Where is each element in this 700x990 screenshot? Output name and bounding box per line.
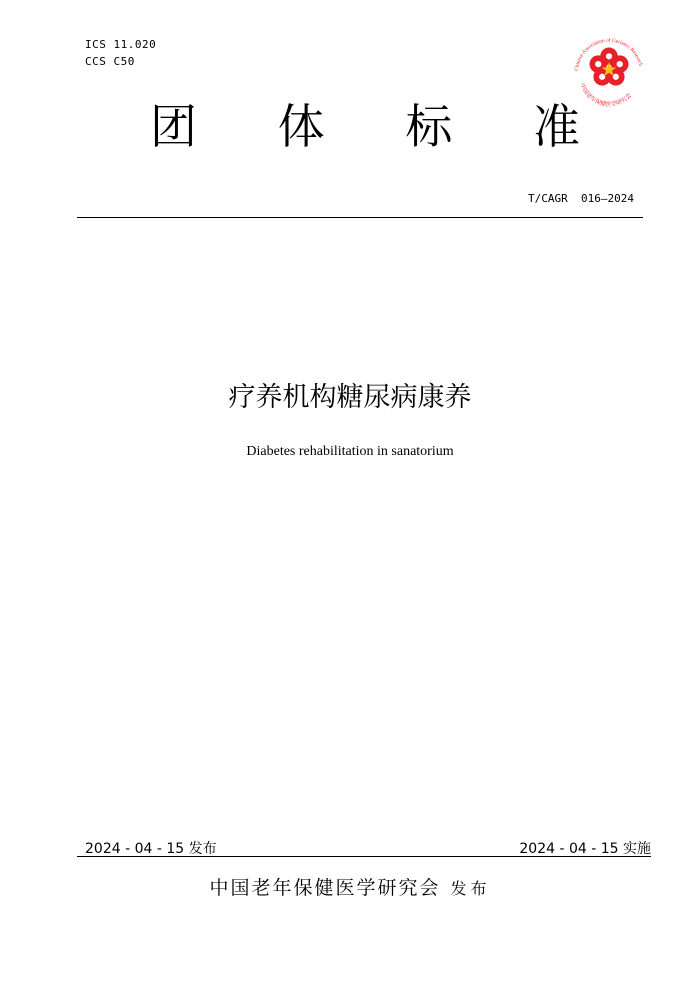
logo-ring-text: Chinese Association of Geriatric Research — [573, 37, 644, 72]
doc-type-char: 标 — [405, 100, 453, 155]
plum-blossom-icon — [590, 48, 629, 86]
standard-number: T/CAGR 016—2024 — [528, 192, 634, 205]
document-title-zh: 疗养机构糖尿病康养 — [228, 382, 472, 413]
association-logo — [570, 30, 648, 108]
publisher-action: 发布 — [450, 879, 491, 898]
doc-type-char: 体 — [277, 100, 325, 155]
logo-ring-text-zh: 中国老年保健医学研究会 — [578, 82, 634, 108]
header-divider — [77, 217, 643, 218]
ics-code: ICS 11.020 — [85, 38, 157, 51]
publisher-name: 中国老年保健医学研究会 — [209, 877, 441, 899]
implement-date: 2024 - 04 - 15 实施 — [519, 841, 651, 857]
doc-type-char: 团 — [150, 100, 197, 155]
publisher-line — [0, 875, 700, 902]
footer-divider — [77, 856, 651, 857]
classification-codes — [85, 36, 156, 70]
ccs-code: CCS C50 — [85, 55, 135, 68]
doc-type-char: 准 — [532, 100, 580, 155]
publish-date: 2024 - 04 - 15 发布 — [85, 841, 217, 857]
document-title-en: Diabetes rehabilitation in sanatorium — [246, 444, 454, 459]
document-type-heading — [150, 98, 580, 158]
